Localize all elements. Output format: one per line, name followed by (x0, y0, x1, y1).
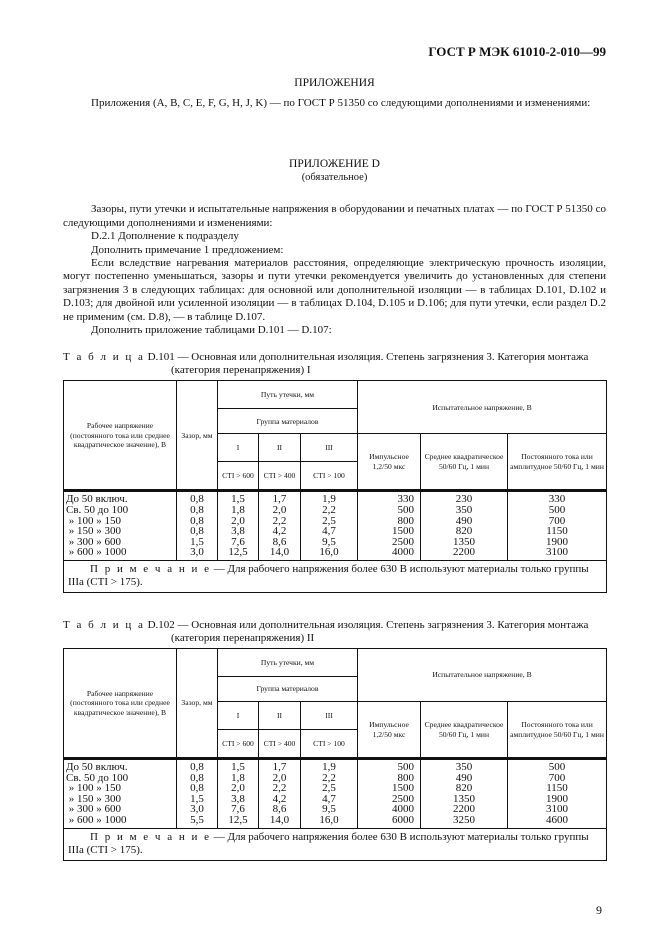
voltage-cell: До 50 включ. Св. 50 до 100 » 100 » 150 » 150 » 300 » 300 » 600 » 600 » 1000 (64, 759, 177, 829)
header-group-3: III (301, 702, 358, 730)
paragraph: Зазоры, пути утечки и испытательные напряжения в оборудовании и печатных платах — по ГОСТ Р 51350 со следующими дополнениями и изменениями: (63, 203, 606, 229)
header-group-2: II (259, 702, 301, 730)
header-cti-2: CTI > 400 (259, 462, 301, 491)
header-impulse: Импульсное 1,2/50 мкс (358, 434, 421, 491)
header-dc: Постоянного тока или амплитудное 50/60 Гц, 1 мин (508, 434, 607, 491)
header-impulse: Импульсное 1,2/50 мкс (358, 702, 421, 759)
appendix-d-title: ПРИЛОЖЕНИЕ D (289, 158, 380, 171)
page-number: 9 (596, 903, 602, 917)
table-caption: Т а б л и ц а D.102 — Основная или дополнительная изоляция. Степень загрязнения 3. Категория монтажа (категория перенапряжения) II (63, 619, 589, 644)
impulse-cell: 500 800 1500 2500 4000 6000 (358, 759, 421, 829)
header-cti-2: CTI > 400 (259, 730, 301, 759)
header-cti-1: CTI > 600 (218, 462, 259, 491)
header-test-voltage: Испытательное напряжение, В (358, 649, 607, 702)
header-material-group: Группа материалов (218, 677, 358, 702)
group2-cell: 1,7 2,0 2,2 4,2 8,6 14,0 (259, 491, 301, 561)
group3-cell: 1,9 2,2 2,5 4,7 9,5 16,0 (301, 759, 358, 829)
paragraph: D.2.1 Дополнение к подразделу (91, 230, 239, 243)
header-clearance: Зазор, мм (177, 381, 218, 491)
header-rms: Среднее квадратическое 50/60 Гц, 1 мин (421, 434, 508, 491)
table-note: П р и м е ч а н и е — Для рабочего напряжения более 630 В используют материалы только группы IIIa (CTI > 175). (64, 561, 607, 593)
header-working-voltage: Рабочее напряжение (постоянного тока или среднее квадратическое значение), В (64, 649, 177, 759)
header-clearance: Зазор, мм (177, 649, 218, 759)
header-rms: Среднее квадратическое 50/60 Гц, 1 мин (421, 702, 508, 759)
dc-cell: 500 700 1150 1900 3100 4600 (508, 759, 607, 829)
impulse-cell: 330 500 800 1500 2500 4000 (358, 491, 421, 561)
header-cti-3: CTI > 100 (301, 730, 358, 759)
header-group-3: III (301, 434, 358, 462)
header-cti-1: CTI > 600 (218, 730, 259, 759)
document-page (63, 44, 606, 861)
header-creepage: Путь утечки, мм (218, 649, 358, 677)
insulation-table (63, 380, 607, 593)
appendices-text: Приложения (A, B, C, E, F, G, H, J, K) — по ГОСТ Р 51350 со следующими дополнениями и изменениями: (91, 97, 591, 109)
standard-header: ГОСТ Р МЭК 61010-2-010—99 (428, 44, 606, 59)
header-group-1: I (218, 434, 259, 462)
voltage-cell: До 50 включ. Св. 50 до 100 » 100 » 150 » 150 » 300 » 300 » 600 » 600 » 1000 (64, 491, 177, 561)
table-caption: Т а б л и ц а D.101 — Основная или дополнительная изоляция. Степень загрязнения 3. Категория монтажа (категория перенапряжения) I (63, 351, 589, 376)
paragraph: Дополнить приложение таблицами D.101 — D.107: (91, 324, 332, 337)
paragraph: Если вследствие нагревания материалов расстояния, определяющие электрическую прочность изоляции, могут постепенно уменьшаться, зазоры и пути утечки рекомендуется увеличить до установленных для степени загрязнения 3 в следующих таблицах: для основной или дополнительной изоляции — в таблицах D.101, D.102 и D.103; для двойной или усиленной изоляции — в таблицах D.104, D.105 и D.106; для пути утечки, если раздел D.2 не применим (см. D.8), — в таблице D.107. (63, 257, 606, 323)
dc-cell: 330 500 700 1150 1900 3100 (508, 491, 607, 561)
appendix-d-body (63, 203, 606, 337)
insulation-table (63, 648, 607, 861)
paragraph: Дополнить примечание 1 предложением: (91, 243, 284, 256)
table-data-row (64, 759, 607, 829)
clearance-cell: 0,8 0,8 0,8 1,5 3,0 5,5 (177, 759, 218, 829)
header-cti-3: CTI > 100 (301, 462, 358, 491)
header-test-voltage: Испытательное напряжение, В (358, 381, 607, 434)
group1-cell: 1,5 1,8 2,0 3,8 7,6 12,5 (218, 491, 259, 561)
rms-cell: 230 350 490 820 1350 2200 (421, 491, 508, 561)
header-working-voltage: Рабочее напряжение (постоянного тока или среднее квадратическое значение), В (64, 381, 177, 491)
group2-cell: 1,7 2,0 2,2 4,2 8,6 14,0 (259, 759, 301, 829)
header-creepage: Путь утечки, мм (218, 381, 358, 409)
table-note: П р и м е ч а н и е — Для рабочего напряжения более 630 В используют материалы только группы IIIa (CTI > 175). (64, 828, 607, 860)
group3-cell: 1,9 2,2 2,5 4,7 9,5 16,0 (301, 491, 358, 561)
tables-container (63, 351, 606, 860)
header-group-2: II (259, 434, 301, 462)
header-group-1: I (218, 702, 259, 730)
group1-cell: 1,5 1,8 2,0 3,8 7,6 12,5 (218, 759, 259, 829)
header-material-group: Группа материалов (218, 409, 358, 434)
clearance-cell: 0,8 0,8 0,8 0,8 1,5 3,0 (177, 491, 218, 561)
appendices-title: ПРИЛОЖЕНИЯ (294, 77, 375, 89)
header-dc: Постоянного тока или амплитудное 50/60 Гц, 1 мин (508, 702, 607, 759)
table-data-row (64, 491, 607, 561)
rms-cell: 350 490 820 1350 2200 3250 (421, 759, 508, 829)
appendix-d-subtitle: (обязательное) (301, 172, 368, 184)
